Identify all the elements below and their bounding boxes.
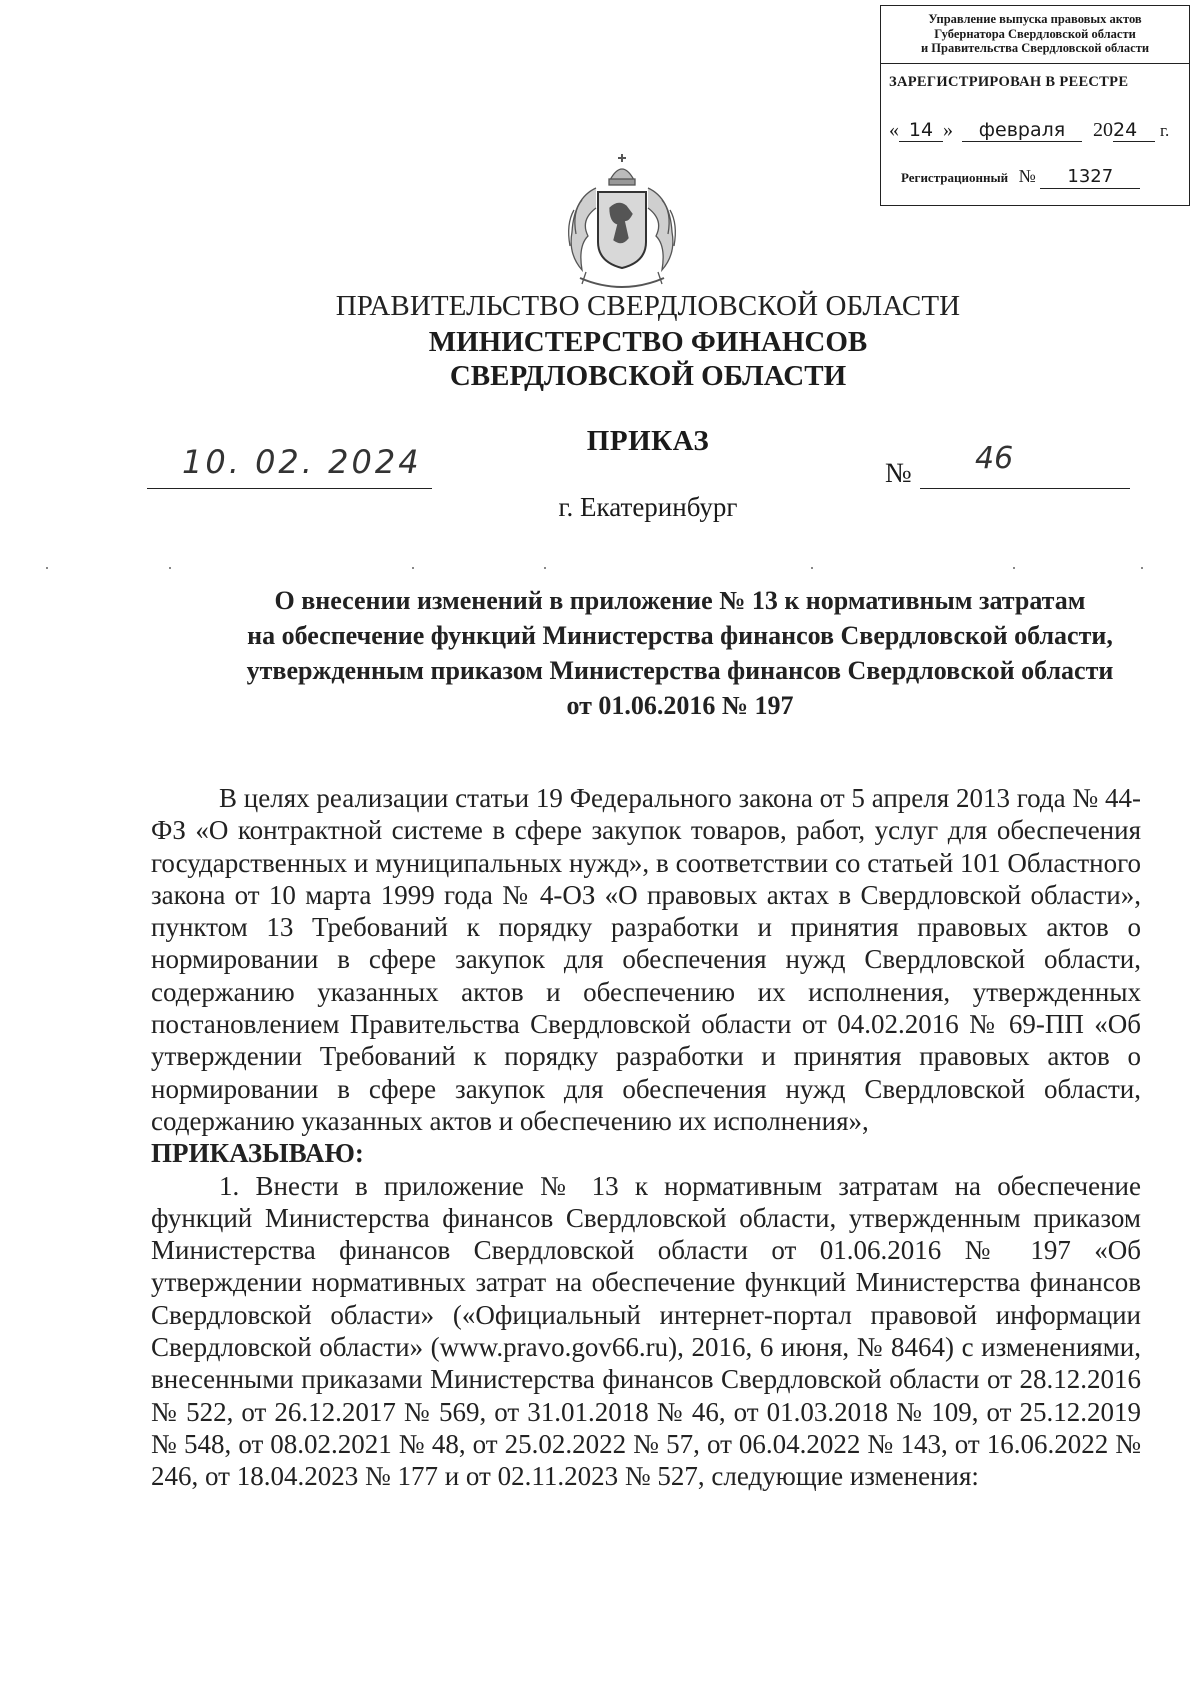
order-number-field <box>920 443 1130 489</box>
stamp-registered-title: ЗАРЕГИСТРИРОВАН В РЕЕСТРЕ <box>889 74 1129 90</box>
stamp-reg-number: 1327 <box>1040 166 1140 189</box>
scan-dots <box>0 567 1200 571</box>
stamp-quote-close: » <box>943 119 953 141</box>
stamp-header-line: Управление выпуска правовых актов <box>928 12 1142 26</box>
ministry-name-line1: МИНИСТЕРСТВО ФИНАНСОВ <box>428 326 868 358</box>
government-name: ПРАВИТЕЛЬСТВО СВЕРДЛОВСКОЙ ОБЛАСТИ <box>335 290 961 322</box>
document-title <box>80 583 1200 723</box>
item-1-paragraph: 1. Внести в приложение № 13 к нормативным затратам на обеспечение функций Министерства финансов Свердловской области, утвержденным приказом Министерства финансов Свердловской области от 01.06.2016 № 197 «Об утверждении нормативных затрат на обеспечение функций Министерства финансов Свердловской области» («Официальный интернет-портал правовой информации Свердловской области» (www.pravo.gov66.ru), 2016, 6 июня, № 8464) с изменениями, внесенными приказами Министерства финансов Свердловской области от 28.12.2016 № 522, от 26.12.2017 № 569, от 31.01.2018 № 46, от 01.03.2018 № 109, от 25.12.2019 № 548, от 08.02.2021 № 48, от 25.02.2022 № 57, от 06.04.2022 № 143, от 16.06.2022 № 246, от 18.04.2023 № 177 и от 02.11.2023 № 527, следующие изменения: <box>151 1170 1141 1492</box>
city: г. Екатеринбург <box>558 492 738 522</box>
registry-stamp <box>880 5 1190 206</box>
coat-of-arms-icon <box>552 150 692 300</box>
stamp-header <box>881 6 1189 64</box>
preamble-paragraph: В целях реализации статьи 19 Федерального закона от 5 апреля 2013 года № 44-ФЗ «О контрактной системе в сфере закупок товаров, работ, услуг для обеспечения государственных и муниципальных нужд», в соответствии со статьей 101 Областного закона от 10 марта 1999 года № 4-ОЗ «О правовых актах в Свердловской области», пунктом 13 Требований к порядку разработки и принятия правовых актов о нормировании в сфере закупок для обеспечения нужд Свердловской области, содержанию указанных актов и обеспечению их исполнения, утвержденных постановлением Правительства Свердловской области от 04.02.2016 № 69-ПП «Об утверждении Требований к порядку разработки и принятия правовых актов о нормировании в сфере закупок для обеспечения нужд Свердловской области, содержанию указанных актов и обеспечению их исполнения», <box>151 783 1141 1136</box>
stamp-year-suffix: 24 <box>1113 119 1155 142</box>
order-date-handwritten: 10. 02. 2024 <box>182 443 422 481</box>
title-line: от 01.06.2016 № 197 <box>566 691 794 720</box>
stamp-registration <box>901 166 1140 189</box>
document-body <box>151 782 1141 1493</box>
stamp-month: февраля <box>962 119 1082 142</box>
stamp-year-prefix: 20 <box>1093 119 1113 141</box>
document-type: ПРИКАЗ <box>586 425 710 457</box>
stamp-header-line: Губернатора Свердловской области <box>934 26 1136 41</box>
stamp-year-g: г. <box>1160 121 1170 140</box>
order-date-field <box>147 443 432 489</box>
stamp-reg-label: Регистрационный <box>901 170 1009 185</box>
title-line: утвержденным приказом Министерства финансов Свердловской области <box>246 656 1114 685</box>
stamp-quote-open: « <box>889 119 899 141</box>
stamp-date <box>889 119 1169 142</box>
ministry-name-line2: СВЕРДЛОВСКОЙ ОБЛАСТИ <box>449 360 847 392</box>
order-number-handwritten: 46 <box>975 441 1014 476</box>
order-number-sign: № <box>885 458 912 489</box>
order-word: ПРИКАЗЫВАЮ: <box>151 1138 364 1169</box>
stamp-header-line: и Правительства Свердловской области <box>920 41 1150 55</box>
stamp-day: 14 <box>899 119 943 142</box>
stamp-reg-no-sign: № <box>1018 166 1036 186</box>
title-line: О внесении изменений в приложение № 13 к нормативным затратам <box>274 586 1086 615</box>
title-line: на обеспечение функций Министерства финансов Свердловской области, <box>247 621 1113 650</box>
